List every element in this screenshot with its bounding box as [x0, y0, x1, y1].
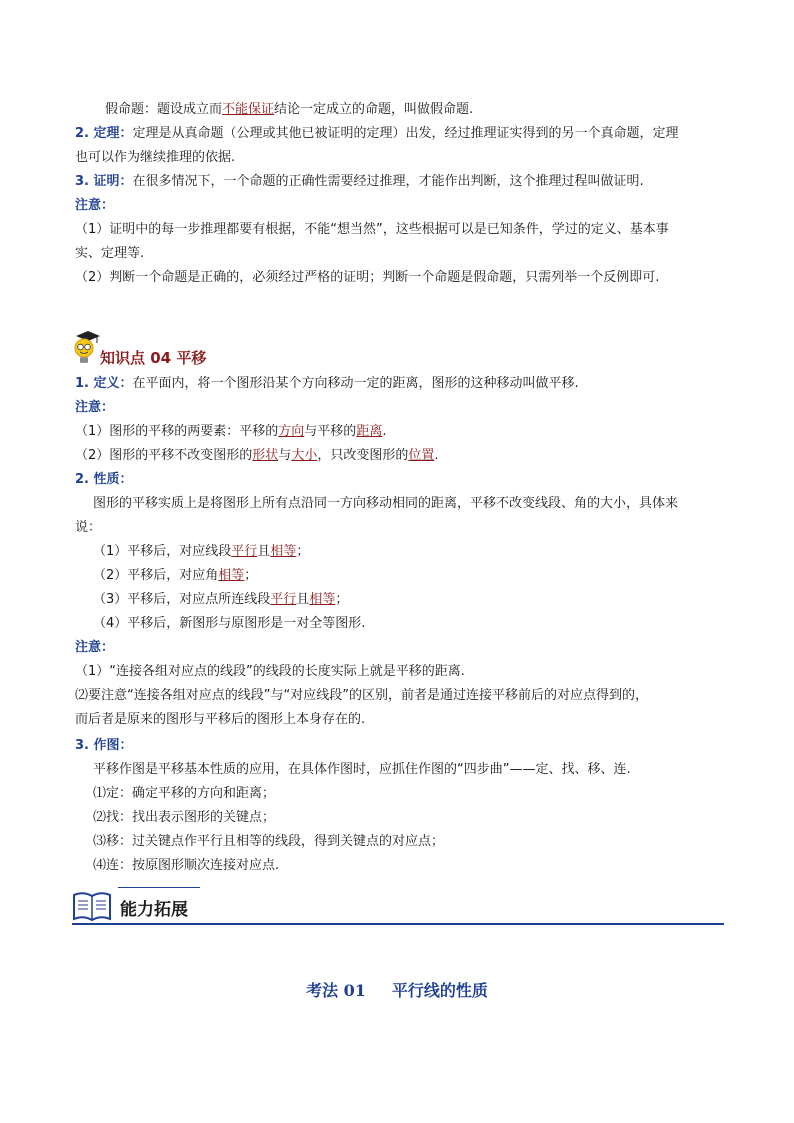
- drawing-paragraph: 平移作图是平移基本性质的应用，在具体作图时，应抓住作图的“四步曲”——定、找、移、连.: [93, 762, 631, 777]
- theorem-text: 定理是从真命题（公理或其他已被证明的定理）出发，经过推理证实得到的另一个真命题，定理: [132, 126, 679, 141]
- note-item: （1）证明中的每一步推理都要有根据，不能“想当然”，这些根据可以是已知条件，学过的定义、基本事: [75, 222, 669, 237]
- drawing-label: 3. 作图：: [75, 738, 133, 753]
- text-segment: .: [382, 424, 387, 439]
- false-proposition-paragraph: [105, 100, 473, 120]
- underlined-term: 大小: [291, 448, 318, 463]
- text-segment: 且: [296, 592, 310, 607]
- note-label: 注意：: [75, 198, 115, 213]
- proof-paragraph: [75, 172, 644, 192]
- drawing-step: ⑷连：按原图形顺次连接对应点.: [93, 858, 280, 873]
- property-item: [93, 590, 348, 610]
- underlined-term: 位置: [408, 448, 435, 463]
- open-book-icon: [72, 889, 112, 923]
- text-segment: 且: [257, 544, 271, 559]
- note-label: 注意：: [75, 640, 115, 655]
- note-item: （2）判断一个命题是正确的，必须经过严格的证明；判断一个命题是假命题，只需列举一个反例即可.: [75, 270, 660, 285]
- text-segment: （1）平移后，对应线段: [93, 544, 232, 559]
- theorem-paragraph: [75, 124, 679, 144]
- proof-text: 在很多情况下，一个命题的正确性需要经过推理，才能作出判断，这个推理过程叫做证明.: [132, 174, 644, 189]
- property-paragraph: 图形的平移实质上是将图形上所有点沿同一方向移动相同的距离，平移不改变线段、角的大小，具体来: [93, 496, 679, 511]
- ability-title: 能力拓展: [120, 900, 188, 920]
- property-item: （4）平移后，新图形与原图形是一对全等图形.: [93, 616, 366, 631]
- underlined-term: 相等: [309, 592, 336, 607]
- theorem-label: 2. 定理：: [75, 126, 133, 141]
- ability-banner: [72, 885, 724, 927]
- definition-paragraph: [75, 374, 579, 394]
- property-label: 2. 性质：: [75, 472, 133, 487]
- proof-label: 3. 证明：: [75, 174, 133, 189]
- text-segment: 与: [278, 448, 292, 463]
- note-item-continuation: 而后者是原来的图形与平移后的图形上本身存在的.: [75, 712, 366, 727]
- text-segment: ；: [244, 568, 258, 583]
- property-item: [93, 542, 309, 562]
- method-heading: [0, 978, 794, 1001]
- property-paragraph-continuation: 说：: [75, 520, 102, 535]
- definition-text: 在平面内，将一个图形沿某个方向移动一定的距离，图形的这种移动叫做平移.: [132, 376, 579, 391]
- text-segment: ；: [296, 544, 310, 559]
- method-number: 考法 01: [306, 981, 366, 1000]
- method-title: 平行线的性质: [391, 981, 488, 1000]
- underlined-term: 形状: [252, 448, 279, 463]
- text-segment: .: [434, 448, 439, 463]
- text-segment: （1）图形的平移的两要素：平移的: [75, 424, 279, 439]
- text-segment: （2）平移后，对应角: [93, 568, 219, 583]
- text-segment: 结论一定成立的命题，叫做假命题.: [274, 102, 474, 117]
- lightbulb-graduate-icon: [70, 330, 100, 368]
- underlined-term: 距离: [356, 424, 383, 439]
- underlined-term: 平行: [270, 592, 297, 607]
- note-item: （1）“连接各组对应点的线段”的线段的长度实际上就是平移的距离.: [75, 664, 465, 679]
- section-title: 知识点 04 平移: [100, 349, 207, 367]
- definition-label: 1. 定义：: [75, 376, 133, 391]
- text-segment: 假命题：题设成立而: [105, 102, 223, 117]
- note-item: [75, 446, 439, 466]
- theorem-continuation: 也可以作为继续推理的依据.: [75, 150, 236, 165]
- underlined-term: 方向: [278, 424, 305, 439]
- note-item-continuation: 实、定理等.: [75, 246, 145, 261]
- note-label: 注意：: [75, 400, 115, 415]
- drawing-step: ⑴定：确定平移的方向和距离；: [93, 786, 276, 801]
- property-item: [93, 566, 257, 586]
- drawing-step: ⑶移：过关键点作平行且相等的线段，得到关键点的对应点；: [93, 834, 445, 849]
- note-item: ⑵要注意“连接各组对应点的线段”与“对应线段”的区别，前者是通过连接平移前后的对应点得到的，: [75, 688, 648, 703]
- banner-top-line: [118, 887, 200, 888]
- underlined-term: 平行: [231, 544, 258, 559]
- underlined-term: 相等: [218, 568, 245, 583]
- text-segment: ；: [335, 592, 349, 607]
- text-segment: 与平移的: [304, 424, 357, 439]
- text-segment: （2）图形的平移不改变图形的: [75, 448, 253, 463]
- drawing-step: ⑵找：找出表示图形的关键点；: [93, 810, 276, 825]
- underlined-term: 相等: [270, 544, 297, 559]
- note-item: [75, 422, 386, 442]
- banner-rule: [72, 923, 724, 925]
- text-segment: ，只改变图形的: [317, 448, 409, 463]
- text-segment: （3）平移后，对应点所连线段: [93, 592, 271, 607]
- underlined-term: 不能保证: [222, 102, 275, 117]
